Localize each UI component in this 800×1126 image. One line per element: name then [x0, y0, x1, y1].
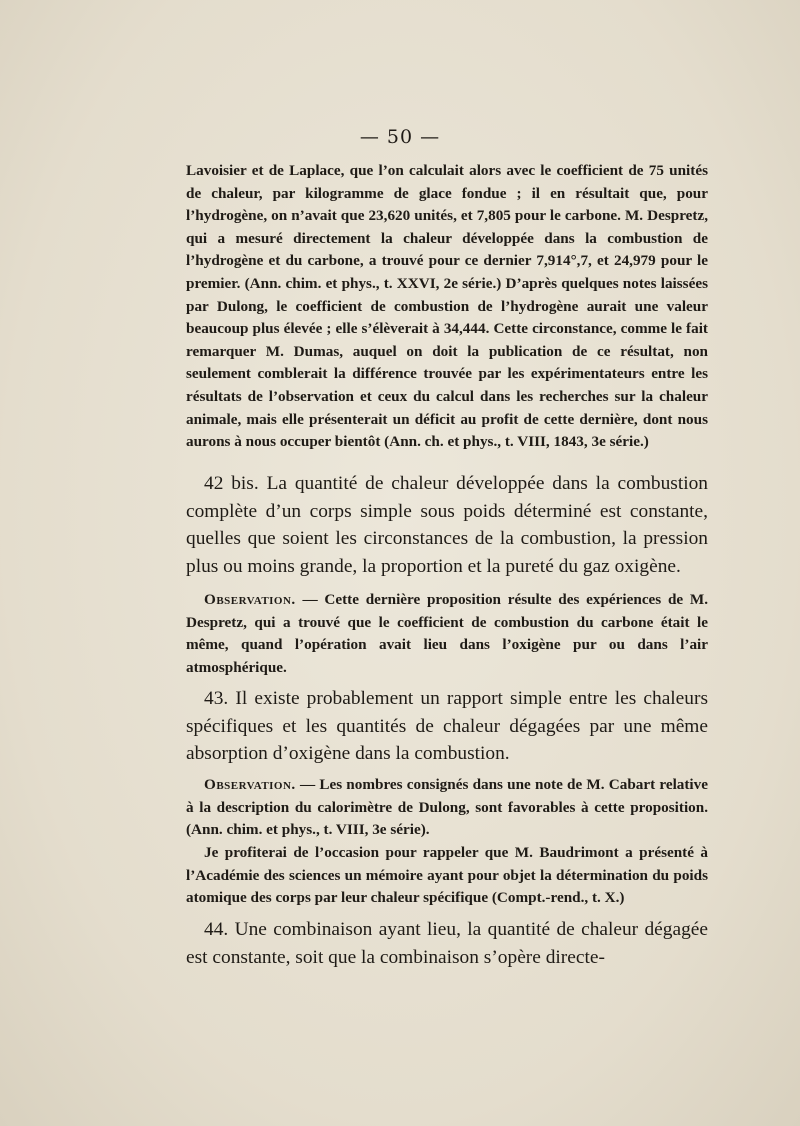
page-number: — 50 — [359, 126, 441, 148]
paragraph-text: Il existe probablement un rapport simple entre les chaleurs spécifiques et les quantités de chaleur dégagées par une même absorption d’oxigène dans la combustion. [186, 688, 708, 764]
section-number: 43. [204, 688, 229, 709]
paragraph-44 [186, 916, 708, 971]
paragraph-continuation [186, 160, 708, 454]
paragraph-text: Une combinaison ayant lieu, la quantité de chaleur dégagée est constante, soit que la combinaison s’opère directe- [186, 919, 708, 968]
paragraph-43 [186, 685, 708, 768]
section-number: 42 bis. [204, 473, 259, 494]
remark-paragraph [186, 842, 708, 910]
observation-2 [186, 774, 708, 842]
observation-label: Observation. [204, 776, 296, 793]
paragraph-text: La quantité de chaleur développée dans la combustion complète d’un corps simple sous poids déterminé est constante, quelles que soient les circonstances de la combustion, la pression plus ou moins grande, la proportion et la pureté du gaz oxigène. [186, 473, 709, 577]
paragraph-text: Lavoisier et de Laplace, que l’on calculait alors avec le coefficient de 75 unités de chaleur, par kilogramme de glace fondue ; il en résultait que, pour l’hydrogène, on n’avait que 23,620 unités, et 7,805 pour le carbone. M. Despretz, qui a mesuré directement la chaleur développée dans la combustion de l’hydrogène et du carbone, a trouvé pour ce dernier 7,914°,7, et 24,979 pour le premier. (Ann. chim. et phys., t. XXVI, 2e série.) D’après quelques notes laissées par Dulong, le coefficient de combustion de l’hydrogène aurait une valeur beaucoup plus élevée ; elle s’élèverait à 34,444. Cette circonstance, comme le fait remarquer M. Dumas, auquel on doit la publication de ce résultat, non seulement comblerait la différence trouvée par les expérimentateurs entre les résultats de l’observation et ceux du calcul dans les recherches sur la chaleur animale, mais elle présenterait un déficit au profit de cette dernière, dont nous aurons à nous occuper bientôt (Ann. ch. et phys., t. VIII, 1843, 3e série.) [186, 162, 708, 451]
paragraph-text: Je profiterai de l’occasion pour rappeler que M. Baudrimont a présenté à l’Académie des sciences un mémoire ayant pour objet la détermination du poids atomique des corps par leur chaleur spécifique (Compt.-rend., t. X.) [186, 844, 708, 907]
section-number: 44. [204, 919, 229, 940]
observation-1 [186, 589, 708, 679]
paragraph-42-bis [186, 470, 708, 580]
paragraph-text: — Les nombres consignés dans une note de M. Cabart relative à la description du calorimètre de Dulong, sont favorables à cette proposition. (Ann. chim. et phys., t. VIII, 3e série). [186, 776, 708, 839]
paragraph-text: — Cette dernière proposition résulte des expériences de M. Despretz, qui a trouvé que le coefficient de combustion du carbone était le même, quand l’opération avait lieu dans l’oxigène pur ou dans l’air atmosphérique. [186, 591, 708, 676]
observation-label: Observation. [204, 591, 296, 608]
